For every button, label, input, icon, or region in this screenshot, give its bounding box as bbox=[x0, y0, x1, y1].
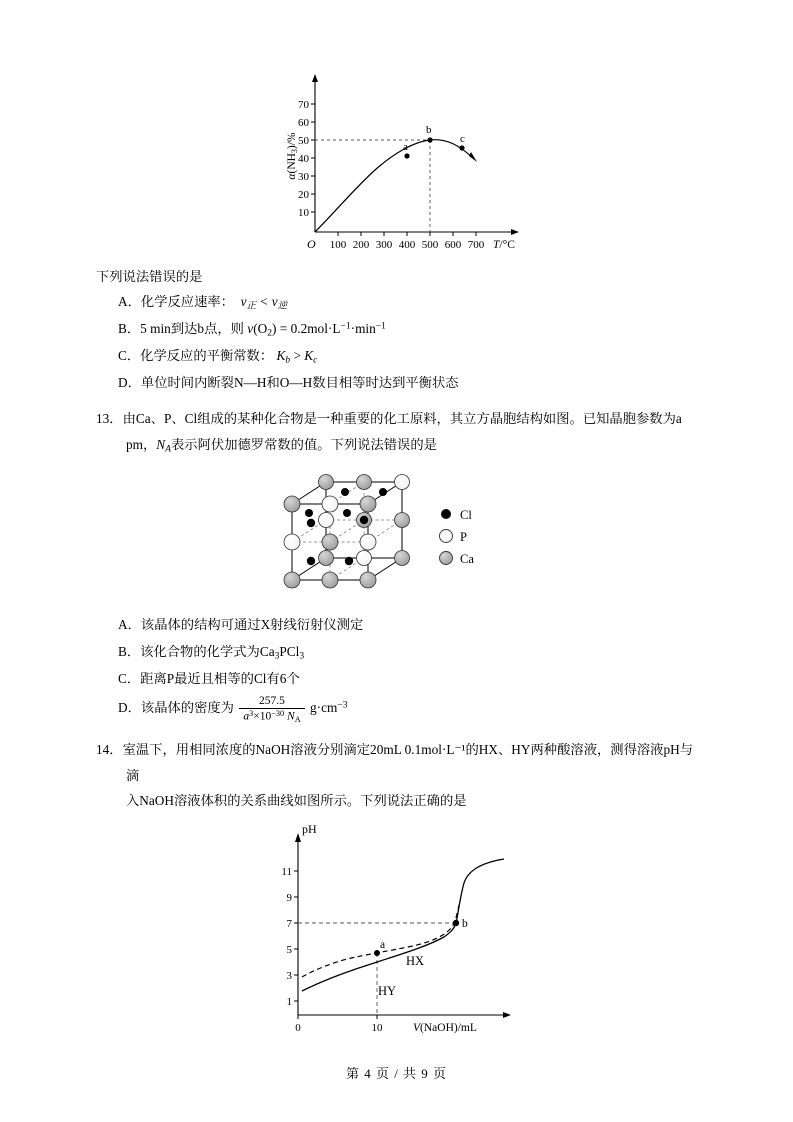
legend-cl-icon bbox=[441, 509, 451, 519]
q13-option-d-label: D． bbox=[118, 700, 141, 716]
q14-stem-line1-text: 室温下，用相同浓度的NaOH溶液分别滴定20mL 0.1mol·L⁻¹的HX、HY两种酸溶液，测得溶液pH与滴 bbox=[122, 742, 694, 783]
svg-text:10: 10 bbox=[298, 207, 309, 219]
svg-text:0: 0 bbox=[295, 1022, 301, 1035]
svg-text:α(NH3)/%: α(NH3)/% bbox=[286, 132, 299, 180]
q12-prompt: 下列说法错误的是 bbox=[96, 269, 203, 284]
q13-option-d-fraction bbox=[239, 694, 304, 726]
q13-option-b-label: B． bbox=[118, 644, 141, 660]
legend-ca-label: Ca bbox=[460, 552, 474, 567]
svg-text:40: 40 bbox=[298, 153, 309, 165]
svg-text:b: b bbox=[426, 124, 432, 136]
svg-text:O: O bbox=[307, 237, 316, 251]
svg-text:1: 1 bbox=[286, 996, 292, 1009]
q12-option-a-label: A． bbox=[118, 294, 141, 310]
figure-crystal-cell bbox=[268, 464, 568, 604]
q12-option-c-math: $K_b > K_c$ bbox=[276, 347, 318, 366]
svg-text:7: 7 bbox=[286, 918, 292, 931]
question-13-block bbox=[96, 406, 700, 725]
hy-label: HY bbox=[378, 984, 397, 999]
svg-text:300: 300 bbox=[375, 239, 393, 251]
svg-text:20: 20 bbox=[298, 189, 309, 201]
legend-cl-label: Cl bbox=[460, 508, 472, 523]
alpha-nh3-svg bbox=[255, 60, 585, 260]
q13-stem-line2-b: 表示阿伏加德罗常数的值。下列说法错误的是 bbox=[171, 436, 437, 452]
q12-option-a bbox=[118, 289, 700, 316]
svg-text:30: 30 bbox=[298, 171, 309, 183]
svg-text:10: 10 bbox=[371, 1022, 383, 1035]
q12-option-a-math: $v_正 < v_逆$ bbox=[237, 294, 288, 312]
figure-ph-curve bbox=[258, 819, 558, 1054]
q12-option-d-label: D． bbox=[118, 374, 141, 390]
ph-axis-label: pH bbox=[302, 822, 317, 837]
svg-text:50: 50 bbox=[298, 135, 309, 147]
q13-option-c: C．距离P最近且相等的Cl有6个 bbox=[118, 670, 300, 686]
page-content bbox=[96, 60, 700, 1056]
q13-option-d bbox=[118, 692, 700, 725]
q13-stem-line2 bbox=[96, 432, 700, 459]
q13-option-d-unit: $g\cdot cm^{-3}$ bbox=[310, 700, 348, 716]
q12-option-d-text: 单位时间内断裂N—H和O—H数目相等时达到平衡状态 bbox=[140, 374, 459, 390]
q12-option-b-text: 5 min到达b点，则 bbox=[140, 321, 244, 337]
q12-option-c-label: C． bbox=[118, 347, 141, 363]
svg-text:11: 11 bbox=[281, 866, 292, 879]
q13-stem bbox=[96, 406, 700, 431]
q12-option-b-math: $v(O_2) = 0.2mol\cdot L^{-1}\cdot\min^{-1}$ bbox=[247, 320, 386, 339]
legend-p-icon bbox=[440, 530, 453, 543]
svg-text:500: 500 bbox=[421, 239, 439, 251]
q13-option-d-text: 该晶体的密度为 bbox=[140, 700, 234, 716]
q12-option-c bbox=[118, 343, 700, 370]
legend-p-label: P bbox=[460, 530, 467, 545]
page-footer: 第 4 页 / 共 9 页 bbox=[345, 1066, 448, 1081]
q14-stem-line1 bbox=[96, 737, 700, 788]
hx-label: HX bbox=[406, 954, 425, 969]
q12-option-b bbox=[118, 316, 700, 343]
point-b bbox=[453, 920, 459, 926]
legend-ca-icon bbox=[440, 552, 453, 565]
svg-text:100: 100 bbox=[329, 239, 347, 251]
crystal-cell-svg bbox=[268, 464, 568, 604]
q14-number: 14． bbox=[96, 742, 123, 758]
svg-text:9: 9 bbox=[286, 892, 292, 905]
fraction-denominator: $a^3\times 10^{-30}$ $N_A$ bbox=[239, 708, 304, 725]
q14-stem-line2: 入NaOH溶液体积的关系曲线如图所示。下列说法正确的是 bbox=[126, 792, 467, 808]
q12-option-a-text: 化学反应速率： bbox=[140, 294, 234, 310]
question-14-block bbox=[96, 737, 700, 1054]
svg-text:200: 200 bbox=[352, 239, 370, 251]
figure-alpha-nh3-chart bbox=[255, 60, 585, 260]
svg-text:400: 400 bbox=[398, 239, 416, 251]
svg-text:a: a bbox=[380, 939, 386, 952]
svg-text:600: 600 bbox=[444, 239, 462, 251]
q13-stem-line2-a: pm， bbox=[126, 436, 157, 452]
question-12-block bbox=[96, 264, 700, 396]
q13-number: 13． bbox=[96, 411, 123, 427]
svg-text:T/°C: T/°C bbox=[493, 239, 515, 251]
svg-text:3: 3 bbox=[286, 970, 292, 983]
svg-text:a: a bbox=[403, 141, 408, 153]
svg-text:b: b bbox=[462, 918, 468, 931]
q13-option-b: B．该化合物的化学式为$Ca_3PCl_3$ bbox=[118, 644, 305, 662]
q13-option-a-label: A． bbox=[118, 617, 141, 633]
svg-text:70: 70 bbox=[298, 99, 309, 111]
ph-curve-svg bbox=[258, 819, 558, 1054]
svg-text:5: 5 bbox=[286, 944, 292, 957]
q12-option-b-label: B． bbox=[118, 321, 141, 337]
q13-stem-math-sub: A bbox=[165, 443, 172, 455]
q13-stem-math: N bbox=[156, 436, 166, 452]
q12-option-c-text: 化学反应的平衡常数： bbox=[140, 347, 274, 363]
svg-text:c: c bbox=[460, 133, 465, 145]
q12-option-d bbox=[118, 370, 700, 397]
svg-text:60: 60 bbox=[298, 117, 309, 129]
q13-option-c-label: C． bbox=[118, 670, 141, 686]
q13-option-a-text: 该晶体的结构可通过X射线衍射仪测定 bbox=[140, 617, 364, 633]
q13-option-a bbox=[118, 612, 700, 639]
svg-text:700: 700 bbox=[467, 239, 485, 251]
fraction-numerator: 257.5 bbox=[259, 694, 285, 707]
atom-ca bbox=[319, 475, 334, 490]
volume-axis-label: V(NaOH)/mL bbox=[413, 1022, 477, 1035]
hy-curve bbox=[302, 859, 504, 991]
q13-stem-line1: 由Ca、P、Cl组成的某种化合物是一种重要的化工原料，其立方晶胞结构如图。已知晶胞参数为a bbox=[122, 411, 682, 427]
